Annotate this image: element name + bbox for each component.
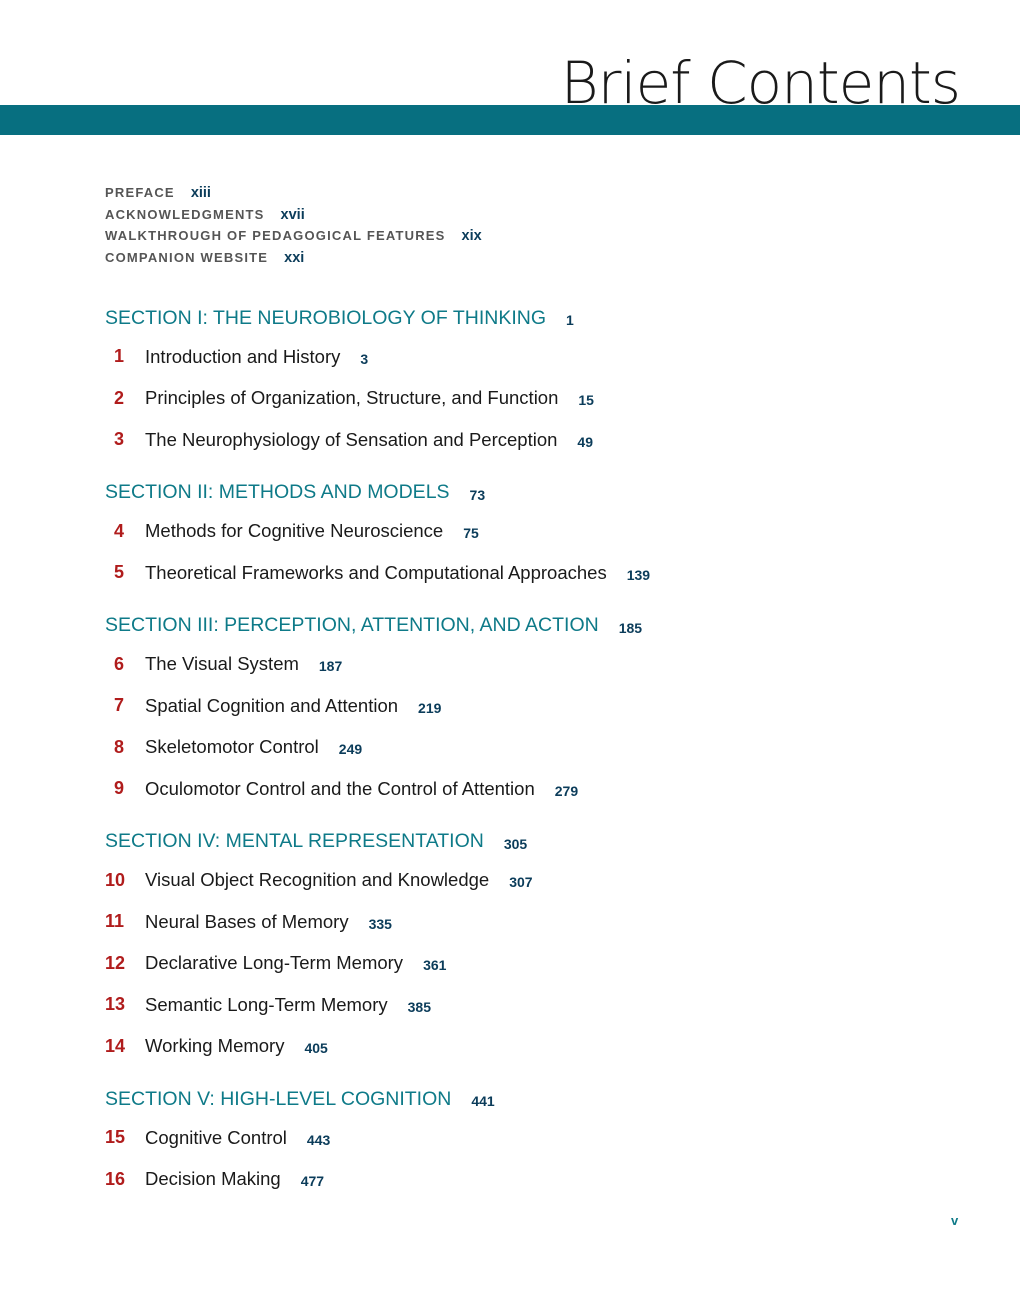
- chapter-number: 11: [105, 911, 125, 932]
- front-matter-item-preface[interactable]: [105, 185, 482, 207]
- section-4: [105, 824, 965, 1068]
- chapter-row[interactable]: [105, 901, 965, 943]
- chapter-page: 443: [306, 1131, 331, 1148]
- section-heading[interactable]: [105, 475, 965, 511]
- front-matter-list: [105, 185, 482, 271]
- chapter-title: Cognitive Control: [145, 1126, 287, 1148]
- page-title: Brief Contents: [560, 49, 960, 117]
- chapter-title: Principles of Organization, Structure, and Function: [145, 387, 559, 409]
- front-matter-page: xiii: [190, 185, 211, 201]
- chapter-page: 335: [368, 915, 392, 932]
- chapter-number: 1: [114, 346, 125, 367]
- chapter-number: 8: [114, 736, 125, 757]
- section-page: 441: [471, 1093, 495, 1109]
- section-title: SECTION IV: MENTAL REPRESENTATION: [105, 830, 484, 852]
- chapter-title: Methods for Cognitive Neuroscience: [145, 520, 444, 542]
- chapter-title: The Neurophysiology of Sensation and Perception: [145, 428, 558, 450]
- front-matter-label: WALKTHROUGH OF PEDAGOGICAL FEATURES: [105, 228, 446, 243]
- front-matter-label: PREFACE: [105, 185, 175, 200]
- chapter-row[interactable]: [105, 943, 965, 985]
- chapter-title: Visual Object Recognition and Knowledge: [145, 869, 490, 891]
- page-number: v: [951, 1213, 959, 1228]
- front-matter-page: xxi: [284, 249, 305, 266]
- chapter-number: 12: [105, 952, 126, 973]
- section-5: [105, 1081, 965, 1200]
- chapter-page: 249: [338, 741, 363, 758]
- chapter-title: Spatial Cognition and Attention: [145, 694, 399, 716]
- chapter-page: 307: [509, 874, 533, 891]
- section-heading[interactable]: [105, 608, 965, 644]
- chapter-number: 3: [114, 429, 125, 450]
- chapter-page: 405: [304, 1040, 328, 1057]
- section-page: 305: [503, 835, 528, 852]
- chapter-page: 75: [463, 525, 479, 542]
- chapter-title: Theoretical Frameworks and Computational Approaches: [145, 561, 607, 583]
- chapter-title: Working Memory: [145, 1035, 285, 1057]
- section-3: [105, 608, 965, 810]
- chapter-page: 3: [360, 350, 369, 367]
- chapter-title: Oculomotor Control and the Control of Attention: [145, 777, 535, 799]
- chapter-number: 15: [105, 1127, 126, 1148]
- chapter-title: Skeletomotor Control: [145, 736, 319, 758]
- chapter-page: 15: [578, 392, 594, 409]
- section-2: [105, 475, 965, 594]
- section-1: [105, 300, 965, 461]
- chapter-number: 14: [105, 1035, 126, 1056]
- chapter-number: 7: [114, 695, 125, 716]
- chapter-page: 187: [318, 658, 343, 675]
- front-matter-page: xvii: [280, 206, 305, 223]
- chapter-title: The Visual System: [145, 653, 299, 675]
- chapter-title: Semantic Long-Term Memory: [145, 993, 388, 1015]
- chapter-page: 49: [577, 433, 593, 450]
- section-heading[interactable]: [105, 1081, 965, 1117]
- section-title: SECTION I: THE NEUROBIOLOGY OF THINKING: [105, 306, 546, 329]
- chapter-number: 10: [105, 869, 126, 890]
- section-heading[interactable]: [105, 824, 965, 860]
- chapter-row[interactable]: [105, 860, 965, 902]
- chapter-number: 2: [114, 387, 125, 408]
- chapter-number: 6: [114, 653, 125, 674]
- chapter-row[interactable]: [105, 984, 965, 1026]
- chapter-title: Decision Making: [145, 1168, 281, 1190]
- chapter-row[interactable]: [105, 336, 965, 378]
- section-title: SECTION III: PERCEPTION, ATTENTION, AND ACTION: [105, 614, 599, 636]
- section-page: 1: [566, 312, 574, 328]
- chapter-row[interactable]: [105, 1117, 965, 1159]
- front-matter-item-walkthrough[interactable]: [105, 228, 482, 250]
- chapter-row[interactable]: [105, 1159, 965, 1201]
- chapter-row[interactable]: [105, 768, 965, 810]
- chapter-row[interactable]: [105, 419, 965, 461]
- section-page: 73: [469, 486, 486, 503]
- table-of-contents: [105, 300, 965, 1214]
- front-matter-label: ACKNOWLEDGMENTS: [105, 206, 265, 222]
- chapter-row[interactable]: [105, 378, 965, 420]
- chapter-page: 219: [418, 699, 442, 716]
- chapter-number: 16: [105, 1168, 126, 1189]
- chapter-row[interactable]: [105, 644, 965, 686]
- section-title: SECTION V: HIGH-LEVEL COGNITION: [105, 1087, 452, 1110]
- chapter-row[interactable]: [105, 552, 965, 594]
- chapter-title: Introduction and History: [145, 345, 341, 367]
- chapter-page: 279: [554, 782, 579, 799]
- chapter-row[interactable]: [105, 685, 965, 727]
- section-heading[interactable]: [105, 300, 965, 336]
- chapter-page: 477: [300, 1173, 325, 1190]
- chapter-title: Neural Bases of Memory: [145, 910, 349, 932]
- chapter-page: 139: [626, 566, 651, 583]
- chapter-row[interactable]: [105, 1026, 965, 1068]
- chapter-number: 9: [114, 778, 125, 799]
- chapter-number: 13: [105, 994, 126, 1015]
- chapter-page: 385: [407, 998, 431, 1015]
- chapter-row[interactable]: [105, 511, 965, 553]
- section-title: SECTION II: METHODS AND MODELS: [105, 481, 450, 503]
- chapter-title: Declarative Long-Term Memory: [145, 952, 404, 974]
- front-matter-page: xix: [461, 228, 482, 244]
- chapter-number: 4: [114, 520, 125, 541]
- front-matter-item-companion-website[interactable]: [105, 250, 482, 272]
- chapter-number: 5: [114, 562, 125, 583]
- chapter-page: 361: [423, 957, 447, 974]
- front-matter-label: COMPANION WEBSITE: [105, 249, 269, 265]
- chapter-row[interactable]: [105, 727, 965, 769]
- section-page: 185: [618, 619, 643, 636]
- front-matter-item-acknowledgments[interactable]: [105, 207, 482, 229]
